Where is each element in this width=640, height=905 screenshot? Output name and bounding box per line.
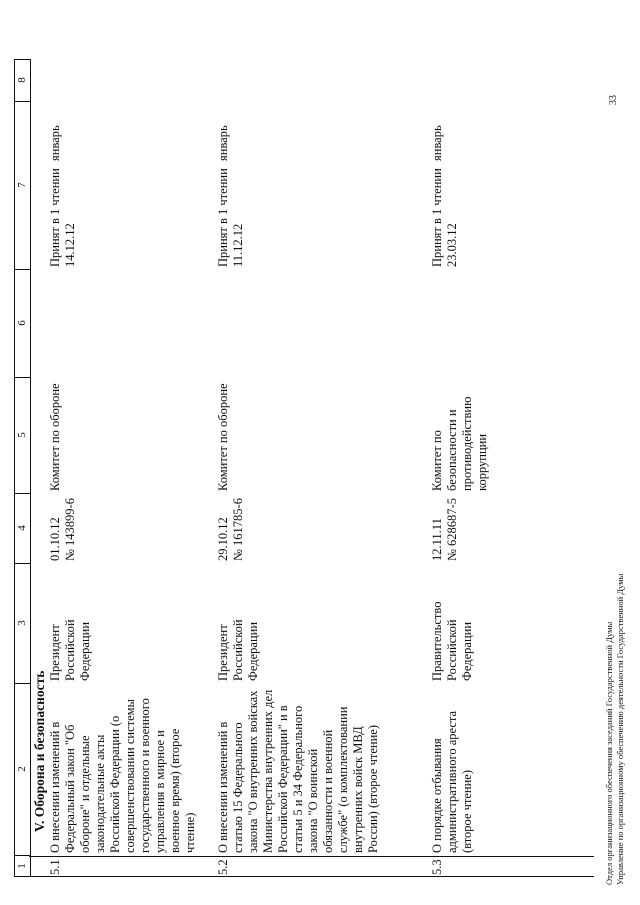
column-divider [29, 856, 594, 857]
row-number: 5.2 [216, 859, 230, 875]
legislation-table [14, 59, 594, 877]
column-number-header [14, 59, 31, 877]
bill-date-number: 29.10.12 № 161785-6 [216, 498, 245, 561]
consideration-month: январь [48, 125, 62, 161]
bill-initiator: Президент Российской Федерации [48, 619, 92, 681]
bill-title: О внесении изменений в статью 15 Федерального закона "О внутренних войсках Министерства внутренних дел Российской Федерации" и в статьи 5 и 34 Федерального закона "О воинской обязанности и военной службе" (о комплектовании внутренних войск МВД России) (второе чтение) [216, 689, 380, 853]
bill-status: Принят в 1 чтении 23.03.12 [430, 168, 459, 267]
row-number: 5.1 [48, 859, 62, 875]
table-border-left [29, 876, 594, 877]
col-number-5: 5 [15, 377, 30, 494]
footer-department: Отдел организационного обеспечения заседаний Государственной Думы [604, 621, 614, 885]
footer-directorate: Управление по организационному обеспечению деятельности Государственной Думы [615, 573, 625, 885]
page-footer [604, 574, 626, 885]
bill-title: О внесении изменений в Федеральный закон "Об обороне" и отдельные законодательные акты Российской Федерации (о совершенствовании системы государственного и военного управления в мирное и военное время) (второе чтение) [48, 698, 197, 853]
col-number-3: 3 [15, 563, 30, 684]
col-number-1: 1 [16, 863, 28, 869]
bill-date-number: 01.10.12 № 143899-6 [48, 498, 77, 561]
bill-initiator: Президент Российской Федерации [216, 619, 260, 681]
row-number: 5.3 [430, 859, 444, 875]
col-number-2: 2 [15, 683, 30, 856]
col-number-6: 6 [15, 269, 30, 378]
col-number-7: 7 [15, 101, 30, 270]
responsible-committee: Комитет по безопасности и противодействию коррупции [430, 396, 489, 491]
bill-title: О порядке отбывания административного ареста (второе чтение) [430, 710, 474, 853]
bill-status: Принят в 1 чтении 14.12.12 [48, 168, 77, 267]
col-number-4: 4 [15, 493, 30, 564]
bill-initiator: Правительство Российской Федерации [430, 601, 474, 681]
section-title: V. Оборона и безопасность [32, 670, 47, 832]
col-number-8: 8 [15, 59, 30, 102]
consideration-month: январь [430, 125, 444, 161]
bill-status: Принят в 1 чтении 11.12.12 [216, 168, 245, 267]
consideration-month: январь [216, 125, 230, 161]
responsible-committee: Комитет по обороне [48, 383, 62, 491]
bill-date-number: 12.11.11 № 628687-5 [430, 498, 459, 561]
responsible-committee: Комитет по обороне [216, 383, 230, 491]
page-number: 33 [608, 95, 619, 105]
